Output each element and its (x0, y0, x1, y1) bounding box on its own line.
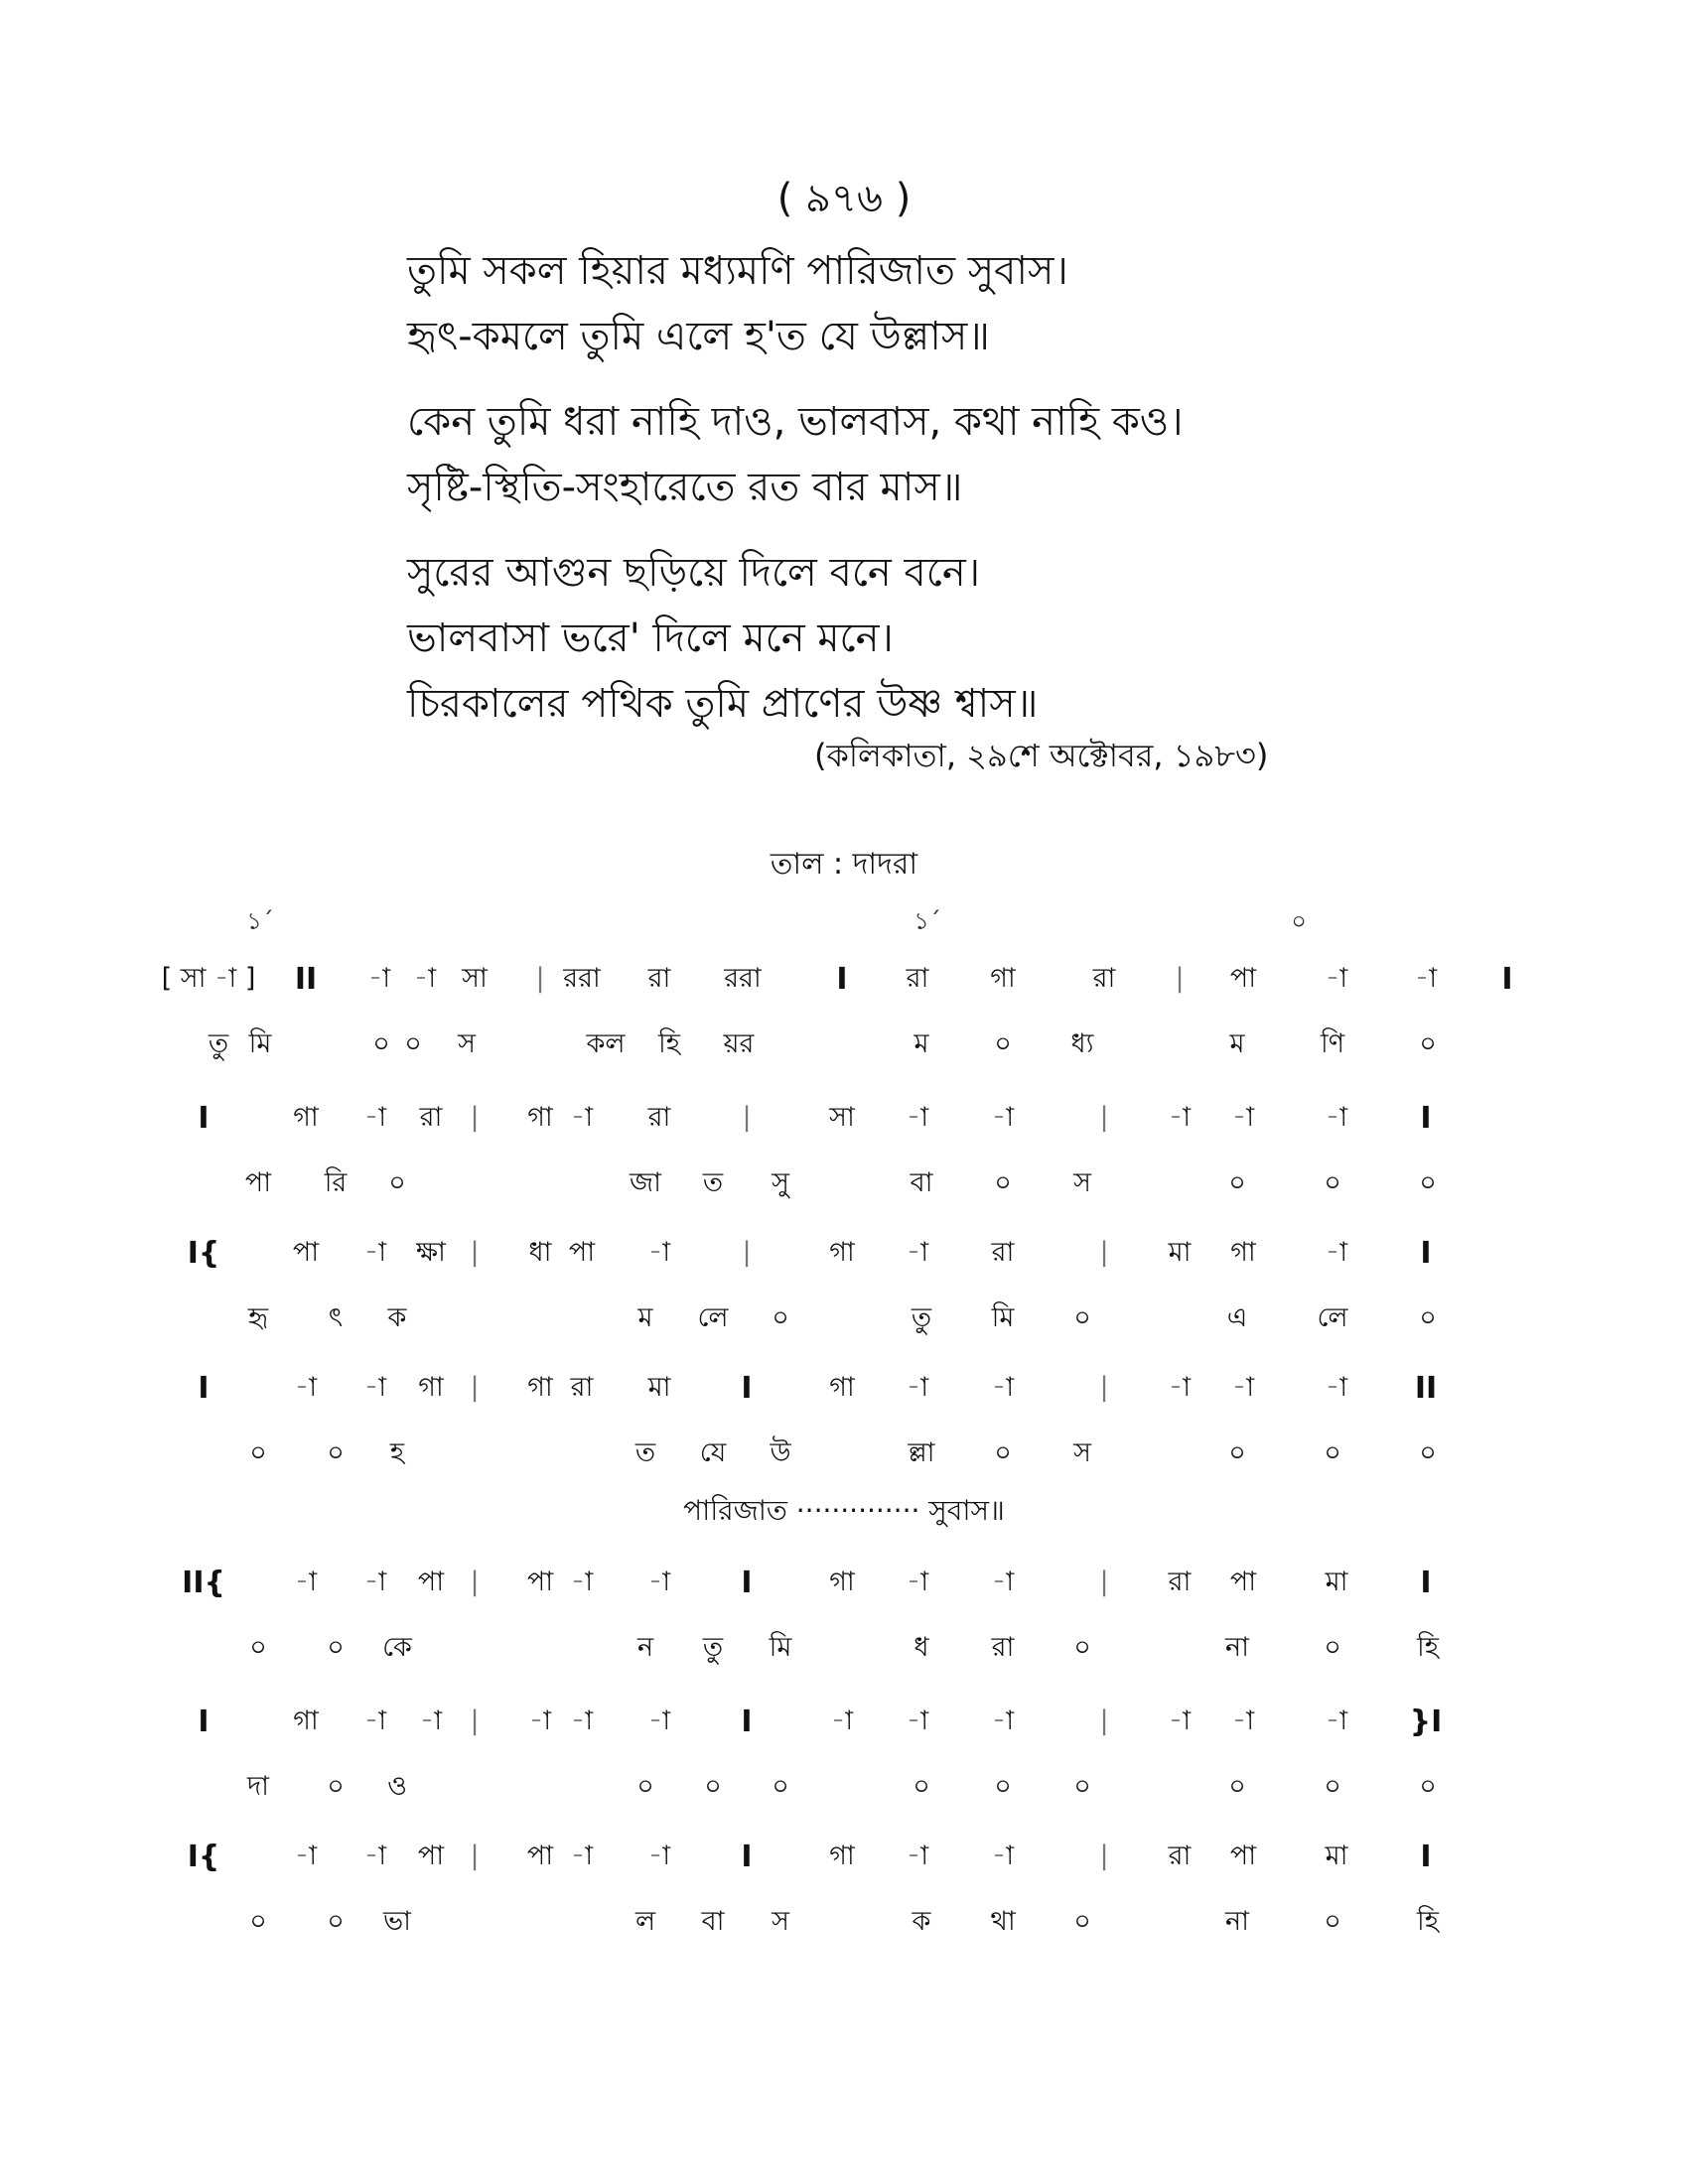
bar-line: II (1414, 1371, 1438, 1406)
lyric-syllable: ০ (327, 1771, 345, 1802)
lyric-syllable: হৃ (247, 1302, 269, 1333)
note: -া (1168, 1102, 1192, 1133)
tal-heading: তাল : দাদরা (770, 847, 918, 882)
lyric-syllable: য়র (723, 1028, 755, 1059)
note: গা (293, 1706, 319, 1736)
note: ক্ষা (416, 1237, 446, 1268)
note: রা (647, 963, 671, 994)
bar-line: | (470, 1102, 480, 1133)
lyric-syllable: ভা (383, 1906, 411, 1937)
lyric-syllable: তু (702, 1632, 724, 1663)
note: -া (570, 1841, 594, 1871)
note: -া (363, 1567, 387, 1597)
lyric-syllable: ম (637, 1302, 653, 1333)
note: -া (1325, 1706, 1348, 1736)
lyric-syllable: ০ (1228, 1771, 1246, 1802)
bar-line: I (1420, 1566, 1432, 1600)
bar-line: I (1420, 1236, 1432, 1271)
lyric-syllable: ০ (372, 1028, 390, 1059)
note: -া (906, 1841, 929, 1871)
lyric-syllable: দা (246, 1771, 270, 1802)
lyric-syllable: ক (912, 1906, 931, 1937)
lyric-syllable: বা (910, 1167, 933, 1198)
note: -া (294, 1841, 318, 1871)
note: -া (647, 1706, 671, 1736)
note: -া (1168, 1706, 1192, 1736)
note: রা (570, 1372, 594, 1403)
note: -া (363, 1102, 387, 1133)
lyric-syllable: স (772, 1906, 789, 1937)
note: গা (418, 1372, 444, 1403)
bar-line: | (470, 1237, 480, 1268)
lyric-syllable: স (458, 1028, 476, 1059)
bar-line: | (1099, 1372, 1109, 1403)
lyric-syllable: তু (911, 1302, 932, 1333)
note: গা (990, 963, 1016, 994)
bar-line: I (1501, 962, 1513, 997)
note: -া (363, 1706, 387, 1736)
lyric-syllable: হ (389, 1437, 405, 1468)
lyric-syllable: ০ (994, 1167, 1012, 1198)
lyric-line: তুমি সকল হিয়ার মধ্যমণি পারিজাত সুবাস। (407, 248, 1068, 294)
lyric-syllable: ০ (1419, 1028, 1437, 1059)
lyric-line: সুরের আগুন ছড়িয়ে দিলে বনে বনে। (407, 550, 981, 596)
lyric-syllable: ০ (1073, 1906, 1091, 1937)
composition-date: (কলিকাতা, ২৯শে অক্টোবর, ১৯৮৩) (814, 737, 1269, 774)
lyric-syllable: ০ (327, 1906, 345, 1937)
note: -া (991, 1706, 1015, 1736)
bar-line: | (1099, 1567, 1109, 1597)
lyric-syllable: কল (586, 1028, 626, 1059)
note: -া (419, 1706, 443, 1736)
note: -া (906, 1102, 929, 1133)
bar-line: I (1420, 1101, 1432, 1136)
note: পা (1229, 1567, 1257, 1597)
note: গা (829, 1237, 855, 1268)
lyric-syllable: রি (324, 1167, 348, 1198)
note: রা (1092, 963, 1116, 994)
lyric-syllable: ০ (772, 1302, 789, 1333)
note: -া (991, 1102, 1015, 1133)
beat-mark: ১´ (914, 907, 941, 935)
bar-line: II{ (182, 1566, 225, 1600)
lyric-syllable: ০ (249, 1906, 267, 1937)
note: গা (527, 1372, 553, 1403)
bar-line: | (470, 1567, 480, 1597)
note: গা (293, 1102, 319, 1133)
lyric-syllable: ০ (1324, 1906, 1341, 1937)
lyric-syllable: উ (770, 1437, 791, 1468)
bar-line: | (1099, 1706, 1109, 1736)
lyric-syllable: ০ (1073, 1632, 1091, 1663)
lyric-syllable: ০ (249, 1437, 267, 1468)
note: -া (363, 1841, 387, 1871)
lyric-syllable: না (1225, 1906, 1249, 1937)
lyric-syllable: ০ (1073, 1302, 1091, 1333)
note: গা (829, 1372, 855, 1403)
lyric-syllable: মি (991, 1302, 1015, 1333)
lyric-syllable: লে (1317, 1302, 1348, 1333)
note: মা (647, 1372, 671, 1403)
lyric-syllable: ল (634, 1906, 656, 1937)
lyric-syllable: এ (1226, 1302, 1248, 1333)
lyric-syllable: ন (636, 1632, 654, 1663)
bar-line: | (742, 1237, 752, 1268)
lyric-syllable: স (1073, 1437, 1091, 1468)
bar-line: I (198, 1705, 210, 1739)
note: -া (570, 1706, 594, 1736)
note: পা (568, 1237, 596, 1268)
lyric-syllable: ০ (1228, 1167, 1246, 1198)
note: -া (1325, 1372, 1348, 1403)
bar-line: I (836, 962, 848, 997)
beat-mark: ০ (1291, 907, 1307, 935)
lyric-syllable: লে (697, 1302, 729, 1333)
lyric-syllable: ০ (704, 1771, 722, 1802)
lyric-syllable: ধ (914, 1632, 929, 1663)
lyric-syllable: ০ (1228, 1437, 1246, 1468)
note: পা (1229, 963, 1257, 994)
lyric-syllable: পা (244, 1167, 272, 1198)
note: -া (647, 1567, 671, 1597)
note: -া (528, 1706, 552, 1736)
note: পা (526, 1841, 554, 1871)
note: -া (830, 1706, 854, 1736)
note: সা (829, 1102, 855, 1133)
lyric-syllable: হি (1417, 1906, 1439, 1937)
bar-line: I (198, 1101, 210, 1136)
bar-line: I (741, 1566, 753, 1600)
lyric-syllable: ০ (1324, 1167, 1341, 1198)
lyric-syllable: ণি (1320, 1028, 1345, 1059)
bar-line: I{ (187, 1840, 220, 1874)
note: -া (1325, 963, 1348, 994)
lyric-syllable: তু (208, 1028, 229, 1059)
lyric-syllable: ম (914, 1028, 929, 1059)
note: রা (1168, 1841, 1192, 1871)
note: -া (1231, 1706, 1255, 1736)
lyric-syllable: ধ্য (1070, 1028, 1094, 1059)
summary-line: পারিজাত ·············· সুবাস॥ (683, 1494, 1005, 1527)
note: -া (570, 1567, 594, 1597)
lyric-syllable: ম (1229, 1028, 1245, 1059)
note: গা (829, 1567, 855, 1597)
lyric-line: কেন তুমি ধরা নাহি দাও, ভালবাস, কথা নাহি কও। (407, 399, 1184, 445)
note: পা (292, 1237, 320, 1268)
bar-line: I{ (187, 1236, 220, 1271)
note: -া (906, 1706, 929, 1736)
lyric-syllable: হি (1417, 1632, 1439, 1663)
note: মা (1325, 1567, 1348, 1597)
note: পা (417, 1567, 445, 1597)
lyric-syllable: ০ (994, 1771, 1012, 1802)
lyric-syllable: ০ (1324, 1771, 1341, 1802)
lyric-syllable: ০ (404, 1028, 422, 1059)
note: ধা (528, 1237, 552, 1268)
lyric-line: সৃষ্টি-স্থিতি-সংহারেতে রত বার মাস॥ (407, 465, 963, 510)
bar-line: | (1099, 1102, 1109, 1133)
lyric-syllable: রা (991, 1632, 1015, 1663)
bar-line: I (741, 1371, 753, 1406)
note: -া (647, 1237, 671, 1268)
lyric-syllable: স (1073, 1167, 1091, 1198)
bar-line: I (741, 1705, 753, 1739)
note: -া (991, 1841, 1015, 1871)
note: -া (413, 963, 437, 994)
lyric-syllable: ০ (1073, 1771, 1091, 1802)
lyric-syllable: ল্লা (908, 1437, 935, 1468)
note: ররা (563, 963, 601, 994)
lyric-syllable: ০ (994, 1437, 1012, 1468)
lyric-syllable: ০ (1419, 1167, 1437, 1198)
lyric-syllable: ০ (1324, 1632, 1341, 1663)
note: পা (417, 1841, 445, 1871)
note: -া (1325, 1237, 1348, 1268)
note: -া (991, 1567, 1015, 1597)
note: পা (1229, 1841, 1257, 1871)
note: -া (1325, 1102, 1348, 1133)
note: -া (1414, 963, 1438, 994)
note: ররা (724, 963, 762, 994)
note: রা (419, 1102, 443, 1133)
lyric-line: হৃৎ-কমলে তুমি এলে হ'ত যে উল্লাস॥ (407, 314, 990, 359)
bar-line: | (742, 1102, 752, 1133)
note: -া (294, 1567, 318, 1597)
lyric-syllable: না (1225, 1632, 1249, 1663)
lyric-syllable: মি (769, 1632, 792, 1663)
lyric-syllable: সু (772, 1167, 789, 1198)
lyric-syllable: ০ (327, 1437, 345, 1468)
lyric-syllable: ০ (388, 1167, 406, 1198)
note: -া (1231, 1372, 1255, 1403)
note: -া (570, 1102, 594, 1133)
lyric-syllable: ০ (249, 1632, 267, 1663)
lyric-line: ভালবাসা ভরে' দিলে মনে মনে। (407, 615, 894, 661)
bar-line: I (1420, 1840, 1432, 1874)
lyric-syllable: থা (990, 1906, 1016, 1937)
lyric-syllable: ত (702, 1167, 724, 1198)
bar-line: | (535, 963, 545, 994)
note: মা (1325, 1841, 1348, 1871)
bar-line: | (1099, 1841, 1109, 1871)
note: সা (462, 963, 488, 994)
lyric-syllable: জা (630, 1167, 661, 1198)
beat-mark: ১´ (246, 907, 274, 935)
lyric-syllable: ক (387, 1302, 407, 1333)
bar-line: II (294, 962, 318, 997)
bar-line: | (470, 1841, 480, 1871)
note: -া (1168, 1372, 1192, 1403)
lyric-syllable: হি (658, 1028, 680, 1059)
note: গা (527, 1102, 553, 1133)
lyric-syllable: ০ (1419, 1302, 1437, 1333)
note: -া (363, 1372, 387, 1403)
note: -া (906, 1237, 929, 1268)
bar-line: | (1099, 1237, 1109, 1268)
lyric-syllable: মি (248, 1028, 272, 1059)
note: রা (906, 963, 929, 994)
note: -া (991, 1372, 1015, 1403)
note: রা (647, 1102, 671, 1133)
lyric-syllable: ০ (636, 1771, 654, 1802)
lyric-syllable: ত (634, 1437, 656, 1468)
bar-line: | (1175, 963, 1185, 994)
page-number: ( ৯৭৬ ) (776, 176, 912, 221)
lyric-syllable: ও (387, 1771, 407, 1802)
note: গা (1230, 1237, 1256, 1268)
note: -া (363, 1237, 387, 1268)
note: -া (1231, 1102, 1255, 1133)
note: -া (367, 963, 391, 994)
note: গা (829, 1841, 855, 1871)
lyric-syllable: ০ (1419, 1437, 1437, 1468)
note: পা (526, 1567, 554, 1597)
bar-line: }I (1409, 1705, 1443, 1739)
lyric-syllable: ০ (1324, 1437, 1341, 1468)
lyric-syllable: ০ (772, 1771, 789, 1802)
note: মা (1168, 1237, 1192, 1268)
note: [ সা -া ] (161, 963, 256, 994)
note: -া (647, 1841, 671, 1871)
lyric-syllable: ০ (327, 1632, 345, 1663)
bar-line: I (198, 1371, 210, 1406)
bar-line: | (470, 1706, 480, 1736)
note: রা (991, 1237, 1015, 1268)
note: -া (294, 1372, 318, 1403)
lyric-syllable: ৎ (328, 1302, 344, 1333)
note: -া (906, 1567, 929, 1597)
lyric-syllable: যে (699, 1437, 727, 1468)
bar-line: | (470, 1372, 480, 1403)
lyric-syllable: কে (382, 1632, 412, 1663)
lyric-line: চিরকালের পথিক তুমি প্রাণের উষ্ণ শ্বাস॥ (407, 681, 1039, 727)
lyric-syllable: বা (701, 1906, 725, 1937)
bar-line: I (741, 1840, 753, 1874)
lyric-syllable: ০ (913, 1771, 930, 1802)
note: রা (1168, 1567, 1192, 1597)
lyric-syllable: ০ (1419, 1771, 1437, 1802)
note: -া (906, 1372, 929, 1403)
lyric-syllable: ০ (994, 1028, 1012, 1059)
